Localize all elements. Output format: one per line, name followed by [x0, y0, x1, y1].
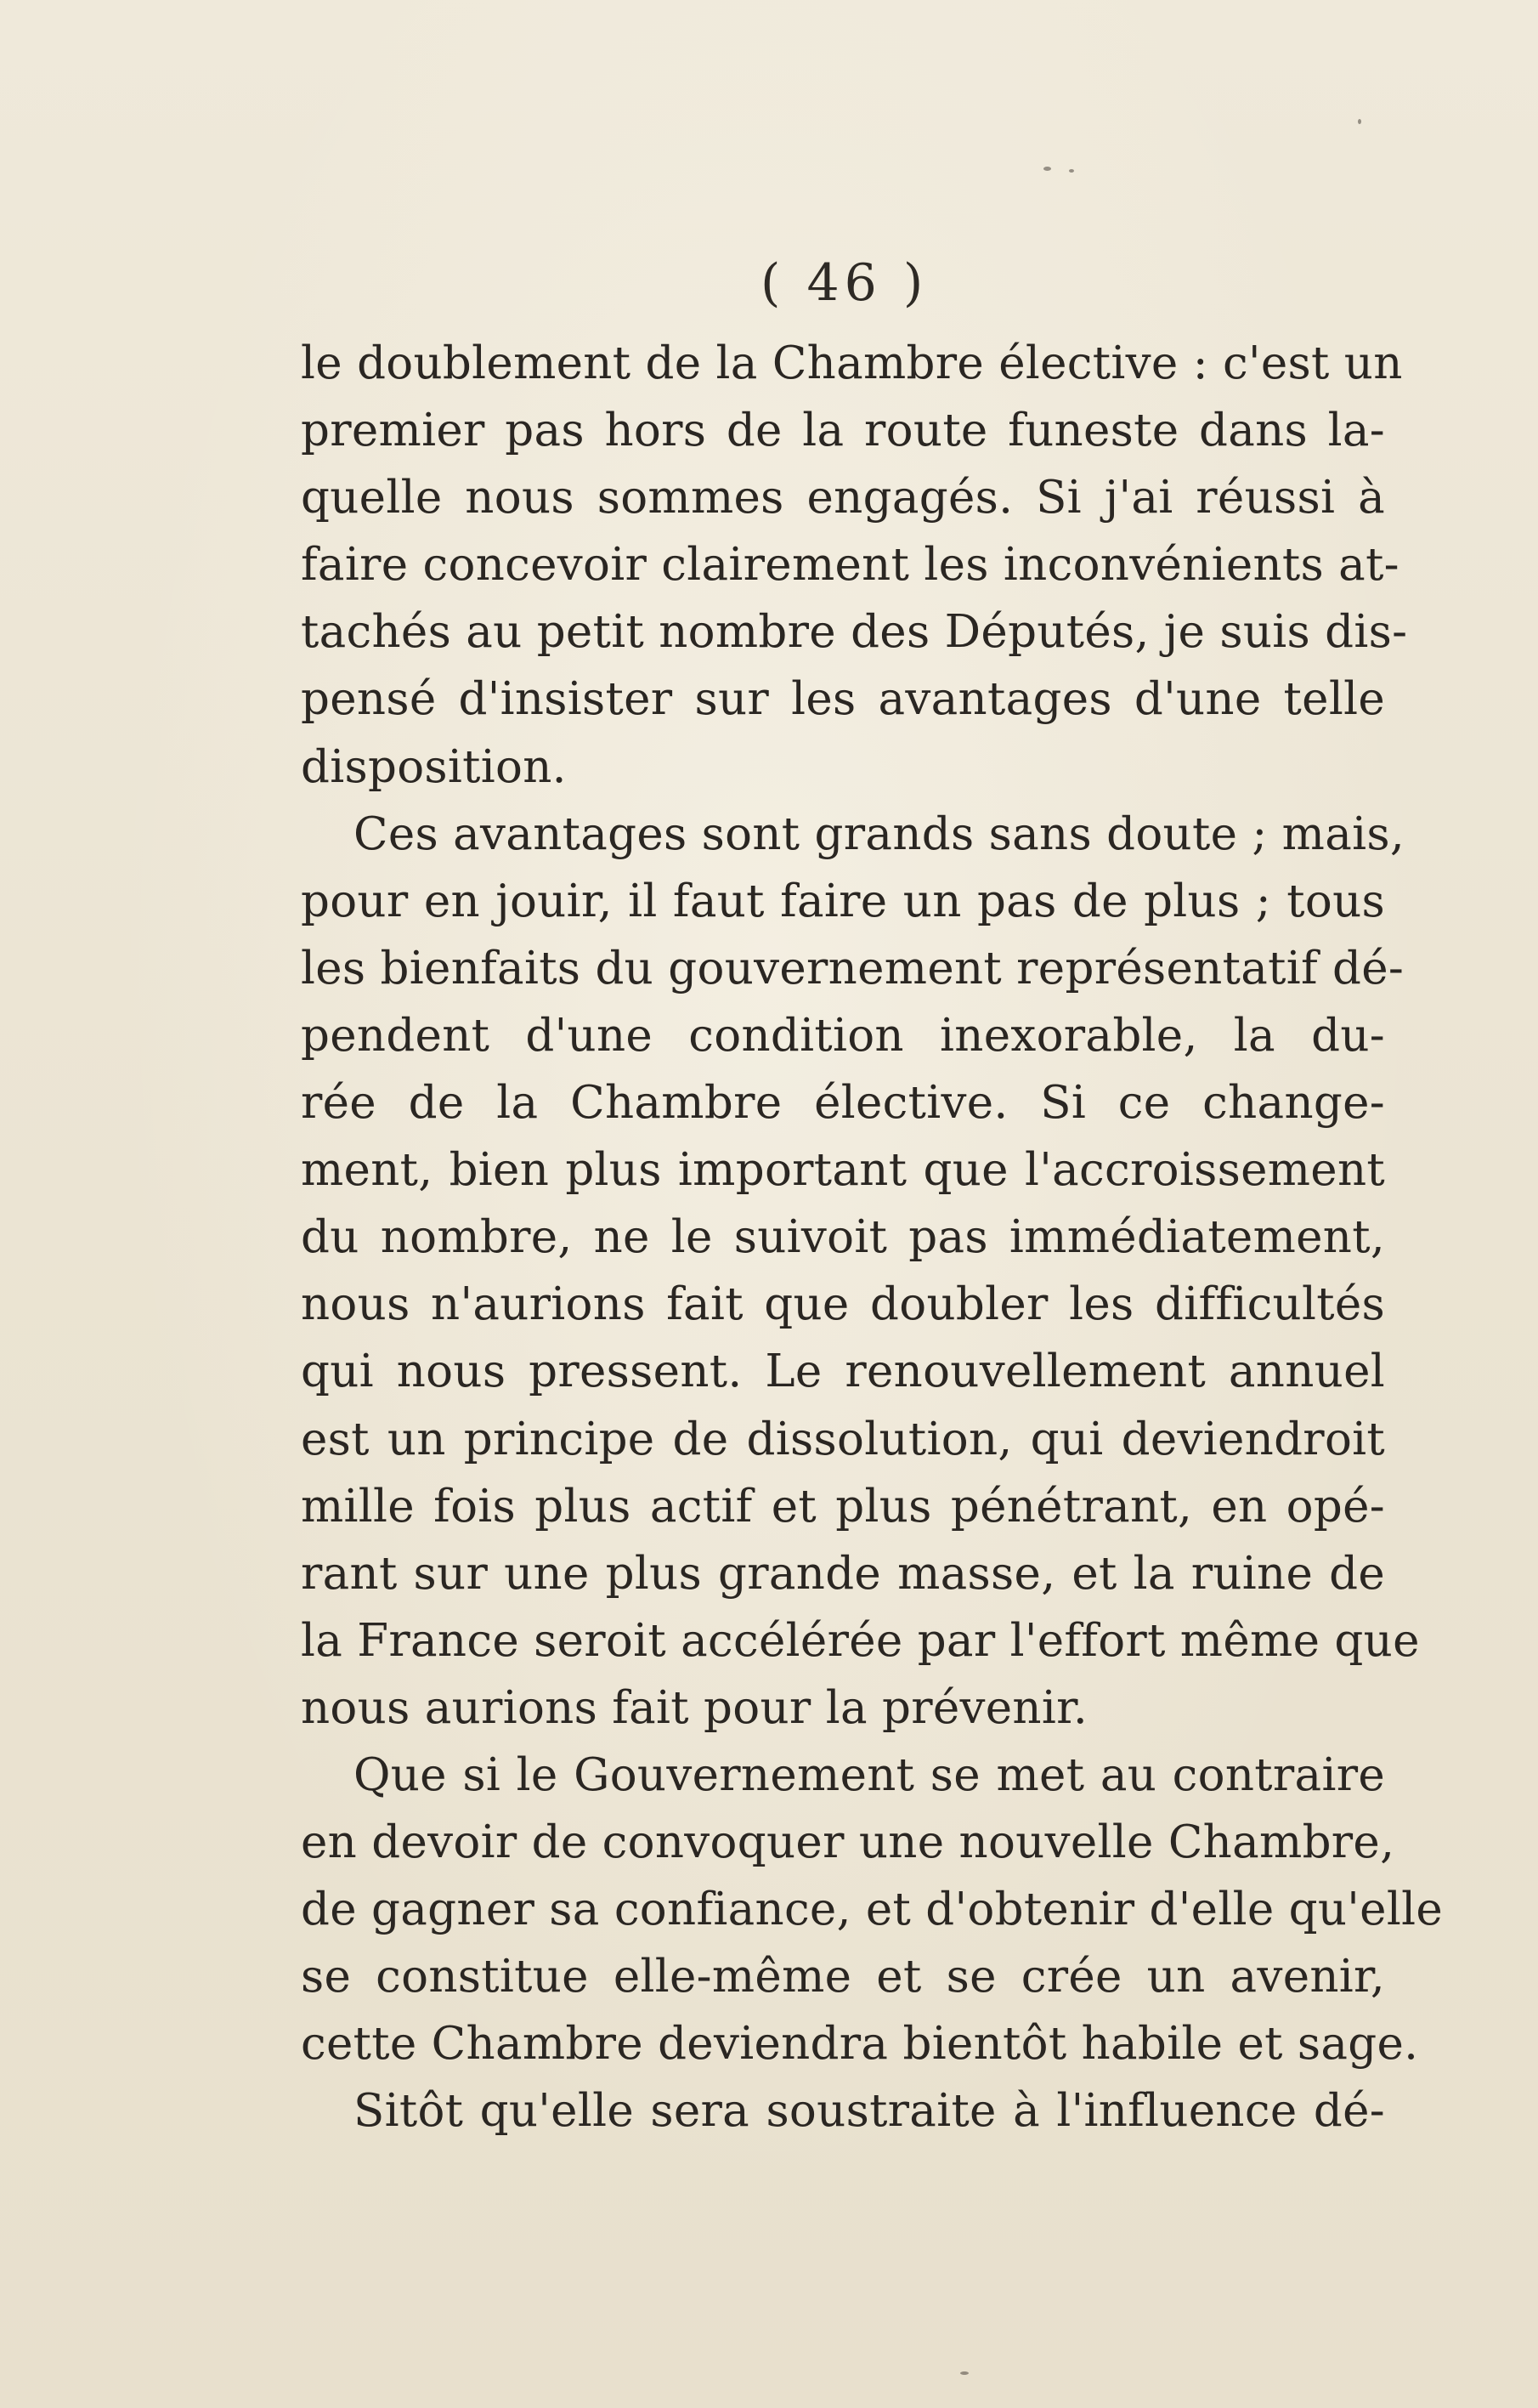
text-line: du nombre, ne le suivoit pas immédiatement,: [301, 1211, 1385, 1264]
text-line: est un principe de dissolution, qui deviendroit: [301, 1413, 1385, 1465]
text-line: disposition.: [301, 740, 567, 793]
text-line: mille fois plus actif et plus pénétrant, en opé-: [301, 1480, 1385, 1533]
text-line: pensé d'insister sur les avantages d'une telle: [301, 673, 1385, 726]
text-line: quelle nous sommes engagés. Si j'ai réussi à: [301, 472, 1385, 524]
text-line: Que si le Gouvernement se met au contraire: [353, 1748, 1385, 1801]
text-line: Ces avantages sont grands sans doute ; mais,: [353, 807, 1405, 860]
ink-speck: [1358, 119, 1361, 124]
text-line: qui nous pressent. Le renouvellement annuel: [301, 1346, 1385, 1398]
text-line: nous n'aurions fait que doubler les difficultés: [301, 1278, 1385, 1331]
text-line: pour en jouir, il faut faire un pas de plus ; tous: [301, 875, 1385, 927]
text-line: en devoir de convoquer une nouvelle Chambre,: [301, 1816, 1395, 1869]
text-line: premier pas hors de la route funeste dans la-: [301, 405, 1385, 457]
ink-speck: [960, 2371, 969, 2375]
text-line: cette Chambre deviendra bientôt habile et sage.: [301, 2018, 1419, 2071]
text-line: de gagner sa confiance, et d'obtenir d'elle qu'elle: [301, 1884, 1443, 1936]
ink-speck: [1043, 167, 1051, 171]
text-line: rant sur une plus grande masse, et la ruine de: [301, 1547, 1385, 1600]
text-line: rée de la Chambre élective. Si ce change-: [301, 1077, 1385, 1130]
text-line: la France seroit accélérée par l'effort même que: [301, 1614, 1420, 1667]
body-text: [301, 330, 1443, 2145]
text-line: se constitue elle-même et se crée un avenir,: [301, 1951, 1385, 2003]
text-line: les bienfaits du gouvernement représentatif dé-: [301, 942, 1405, 994]
text-line: tachés au petit nombre des Députés, je suis dis-: [301, 606, 1408, 659]
text-line: Sitôt qu'elle sera soustraite à l'influence dé-: [353, 2085, 1385, 2138]
text-line: nous aurions fait pour la prévenir.: [301, 1681, 1088, 1734]
text-line: pendent d'une condition inexorable, la du-: [301, 1009, 1385, 1062]
text-line: le doublement de la Chambre élective : c'est un: [301, 337, 1403, 389]
page-number: ( 46 ): [761, 253, 929, 313]
text-line: ment, bien plus important que l'accroissement: [301, 1144, 1385, 1197]
text-line: faire concevoir clairement les inconvénients at-: [301, 539, 1399, 592]
ink-speck: [1069, 169, 1074, 173]
